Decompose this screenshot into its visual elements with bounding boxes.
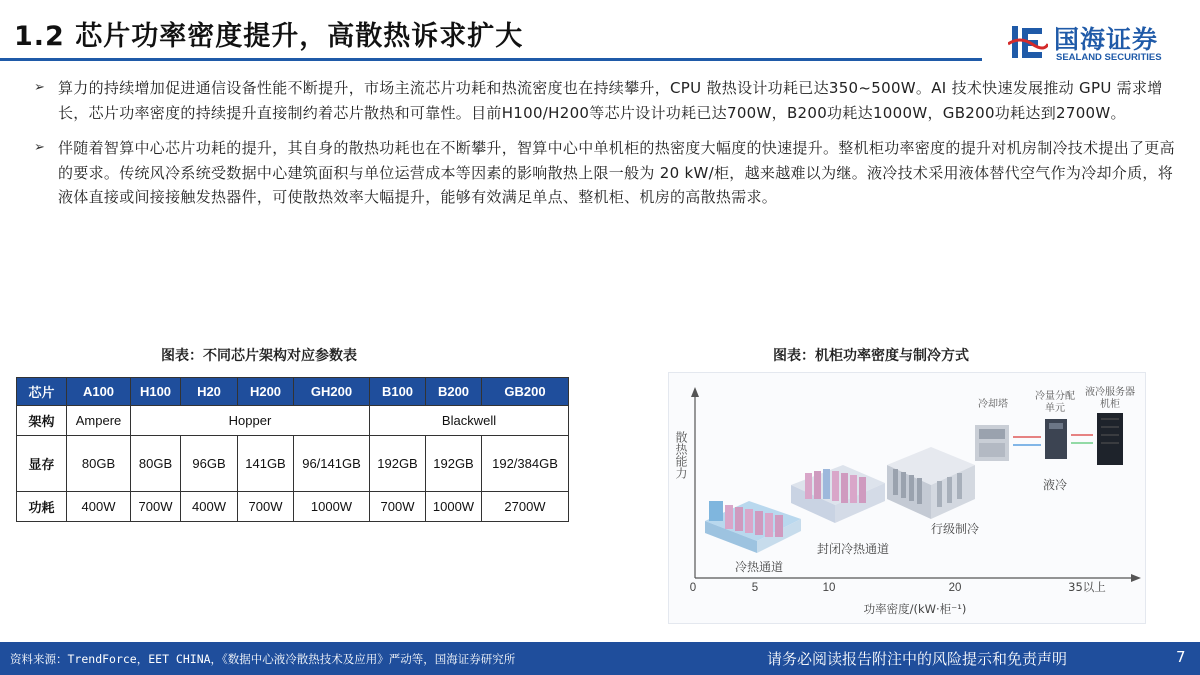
liquid-cooling-illustration (975, 413, 1123, 465)
table-cell: 192GB (426, 436, 482, 492)
bullet-paragraph (34, 136, 1184, 210)
table-row (17, 436, 569, 492)
page-number: 7 (1176, 648, 1186, 666)
table-header-cell: 芯片 (17, 378, 67, 406)
x-tick: 10 (822, 582, 836, 594)
table-cell: 96GB (181, 436, 238, 492)
table-cell: 1000W (426, 492, 482, 522)
table-cell: 192GB (370, 436, 426, 492)
bullet-text: 算力的持续增加促进通信设备性能不断提升，市场主流芯片功耗和热流密度也在持续攀升，CPU 散热设计功耗已达350~500W。AI 技术快速发展推动 GPU 需求增长，芯片功率密度的持续提升直接制约着芯片散热和可靠性。目前H100/H200等芯片设计功耗已达700W，B200功耗达1000W，GB200功耗达到2700W。 (58, 79, 1163, 122)
logo-chinese-name: 国海证券 (1054, 25, 1159, 54)
figure-caption: 图表：机柜功率密度与制冷方式 (773, 348, 969, 364)
enclosed-aisle-illustration (791, 465, 885, 523)
table-caption: 图表：不同芯片架构对应参数表 (161, 348, 357, 364)
device-label: 液冷服务器机柜 (1085, 387, 1135, 410)
chip-spec-table (16, 377, 569, 522)
sealand-logo-icon (1008, 22, 1048, 62)
table-cell: 700W (131, 492, 181, 522)
stage-label: 封闭冷热通道 (816, 542, 890, 556)
arrow-bullet-icon: ➢ (34, 80, 46, 95)
table-cell: 400W (181, 492, 238, 522)
footer-bar (0, 642, 1200, 675)
cooling-diagram-svg (669, 373, 1147, 625)
device-label: 冷量分配单元 (1035, 391, 1075, 414)
table-cell: 96/141GB (294, 436, 370, 492)
disclaimer-text: 请务必阅读报告附注中的风险提示和免责声明 (767, 650, 1068, 668)
x-tick: 0 (689, 582, 697, 594)
bullet-text: 伴随着智算中心芯片功耗的提升，其自身的散热功耗也在不断攀升，智算中心中单机柜的热密度大幅度的快速提升。整机柜功率密度的提升对机房制冷技术提出了更高的要求。传统风冷系统受数据中心建筑面积与单位运营成本等因素的影响散热上限一般为 20 kW/柜，越来越难以为继。液冷技术采用液体替代空气作为冷却介质，将液体直接或间接接触发热器件，可使散热效率大幅提升，能够有效满足单点、整机柜、机房的高散热需求。 (58, 139, 1175, 206)
table-cell: 1000W (294, 492, 370, 522)
source-note: 资料来源：TrendForce，EET CHINA，《数据中心液冷散热技术及应用》严动等，国海证券研究所 (10, 652, 516, 666)
table-cell: 700W (370, 492, 426, 522)
row-label: 功耗 (17, 492, 67, 522)
stage-label: 液冷 (1042, 478, 1068, 492)
x-tick: 5 (751, 582, 759, 594)
table-header-row (17, 378, 569, 406)
table-header-cell: B200 (426, 378, 482, 406)
table-header-cell: GH200 (294, 378, 370, 406)
y-axis-arrow-icon (691, 387, 699, 397)
x-tick: 35以上 (1068, 580, 1106, 594)
table-cell: 141GB (238, 436, 294, 492)
row-label: 显存 (17, 436, 67, 492)
table-cell: Hopper (131, 406, 370, 436)
stage-label: 冷热通道 (734, 560, 784, 574)
cooling-diagram (668, 372, 1146, 624)
bullet-paragraph (34, 76, 1184, 125)
in-row-cooling-illustration (887, 447, 975, 519)
row-label: 架构 (17, 406, 67, 436)
table-cell: 80GB (131, 436, 181, 492)
table-cell: 400W (67, 492, 131, 522)
table-header-cell: B100 (370, 378, 426, 406)
x-axis-label: 功率密度/(kW·柜⁻¹) (863, 602, 967, 616)
table-cell: 700W (238, 492, 294, 522)
x-tick: 20 (948, 582, 962, 594)
table-cell: 2700W (482, 492, 569, 522)
x-axis-arrow-icon (1131, 574, 1141, 582)
device-label: 冷却塔 (978, 399, 1008, 410)
table-header-cell: H200 (238, 378, 294, 406)
page-title: 1.2 芯片功率密度提升，高散热诉求扩大 (14, 21, 524, 52)
stage-label: 行级制冷 (930, 522, 980, 536)
table-cell: Ampere (67, 406, 131, 436)
table-cell: Blackwell (370, 406, 569, 436)
company-logo (1008, 20, 1188, 66)
arrow-bullet-icon: ➢ (34, 140, 46, 155)
body-text (34, 76, 1184, 221)
table-row (17, 406, 569, 436)
table-cell: 192/384GB (482, 436, 569, 492)
y-axis-label: 散热能力 (674, 431, 688, 479)
hot-cold-aisle-illustration (705, 501, 801, 553)
title-divider (0, 58, 982, 61)
table-header-cell: A100 (67, 378, 131, 406)
table-header-cell: H100 (131, 378, 181, 406)
table-header-cell: H20 (181, 378, 238, 406)
table-cell: 80GB (67, 436, 131, 492)
table-header-cell: GB200 (482, 378, 569, 406)
logo-english-name: SEALAND SECURITIES (1056, 52, 1162, 63)
table-row (17, 492, 569, 522)
